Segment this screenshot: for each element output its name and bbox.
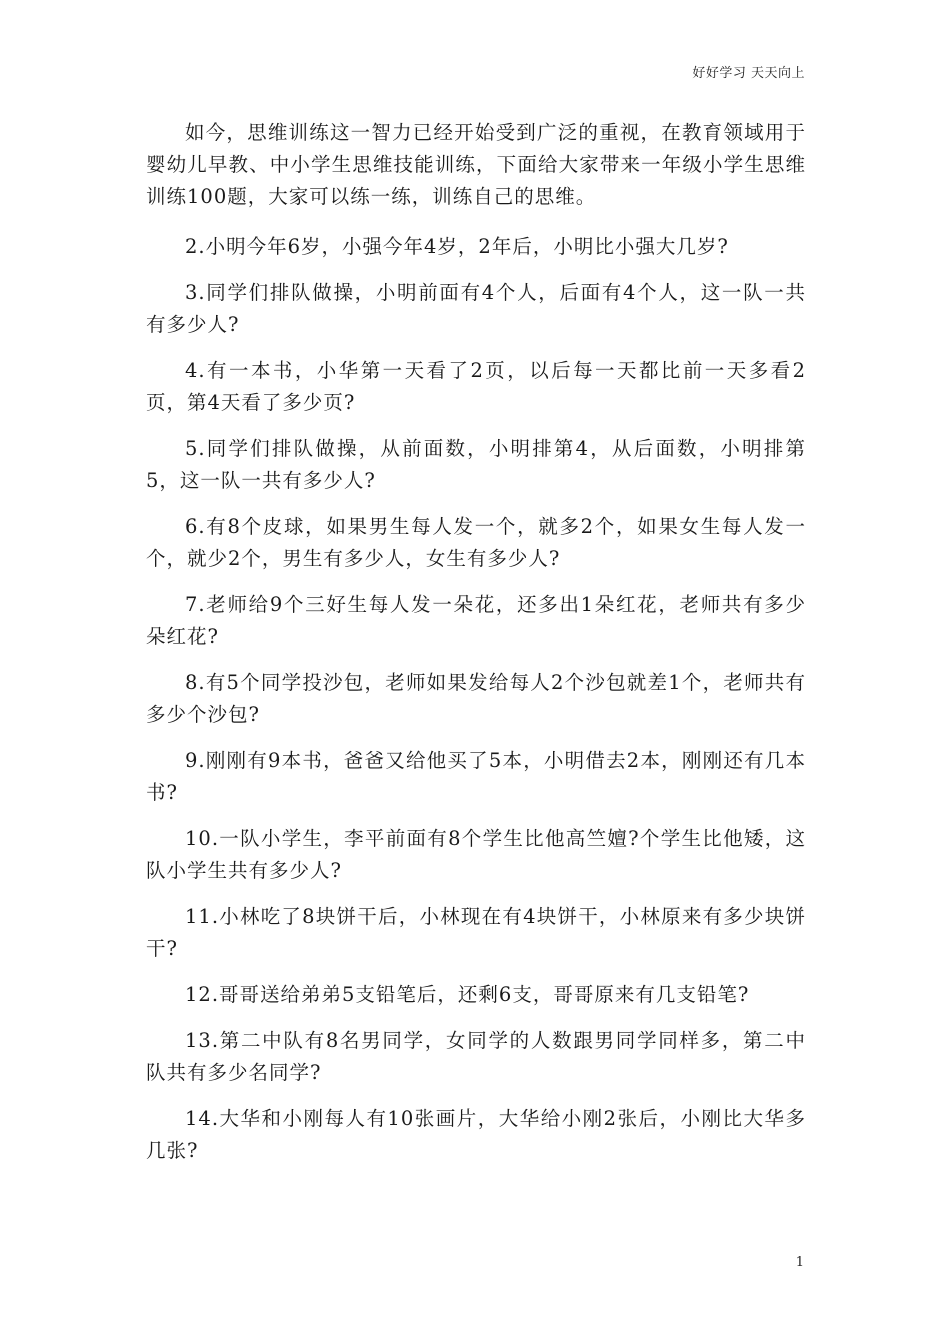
question-14: 14.大华和小刚每人有10张画片，大华给小刚2张后，小刚比大华多几张? — [146, 1107, 806, 1162]
question-4: 4.有一本书，小华第一天看了2页，以后每一天都比前一天多看2页，第4天看了多少页? — [146, 359, 806, 414]
question-8: 8.有5个同学投沙包，老师如果发给每人2个沙包就差1个，老师共有多少个沙包? — [146, 671, 806, 726]
question-9: 9.刚刚有9本书，爸爸又给他买了5本，小明借去2本，刚刚还有几本书? — [146, 749, 806, 804]
question-3: 3.同学们排队做操，小明前面有4个人，后面有4个人，这一队一共有多少人? — [146, 281, 806, 336]
question-13: 13.第二中队有8名男同学，女同学的人数跟男同学同样多，第二中队共有多少名同学? — [146, 1029, 806, 1084]
question-10: 10.一队小学生，李平前面有8个学生比他高竺嬗?个学生比他矮，这队小学生共有多少人? — [146, 827, 806, 882]
header-motto: 好好学习 天天向上 — [692, 66, 805, 81]
document-body — [146, 117, 806, 1181]
intro-paragraph: 如今，思维训练这一智力已经开始受到广泛的重视，在教育领域用于婴幼儿早教、中小学生思维技能训练，下面给大家带来一年级小学生思维训练100题，大家可以练一练，训练自己的思维。 — [146, 121, 806, 208]
question-11: 11.小林吃了8块饼干后，小林现在有4块饼干，小林原来有多少块饼干? — [146, 905, 806, 960]
question-6: 6.有8个皮球，如果男生每人发一个，就多2个，如果女生每人发一个，就少2个，男生有多少人，女生有多少人? — [146, 515, 806, 570]
question-12: 12.哥哥送给弟弟5支铅笔后，还剩6支，哥哥原来有几支铅笔? — [185, 983, 750, 1006]
question-2: 2.小明今年6岁，小强今年4岁，2年后，小明比小强大几岁? — [185, 235, 729, 258]
question-5: 5.同学们排队做操，从前面数，小明排第4，从后面数，小明排第5，这一队一共有多少人? — [146, 437, 806, 492]
question-7: 7.老师给9个三好生每人发一朵花，还多出1朵红花，老师共有多少朵红花? — [146, 593, 806, 648]
page-number: 1 — [795, 1255, 804, 1270]
